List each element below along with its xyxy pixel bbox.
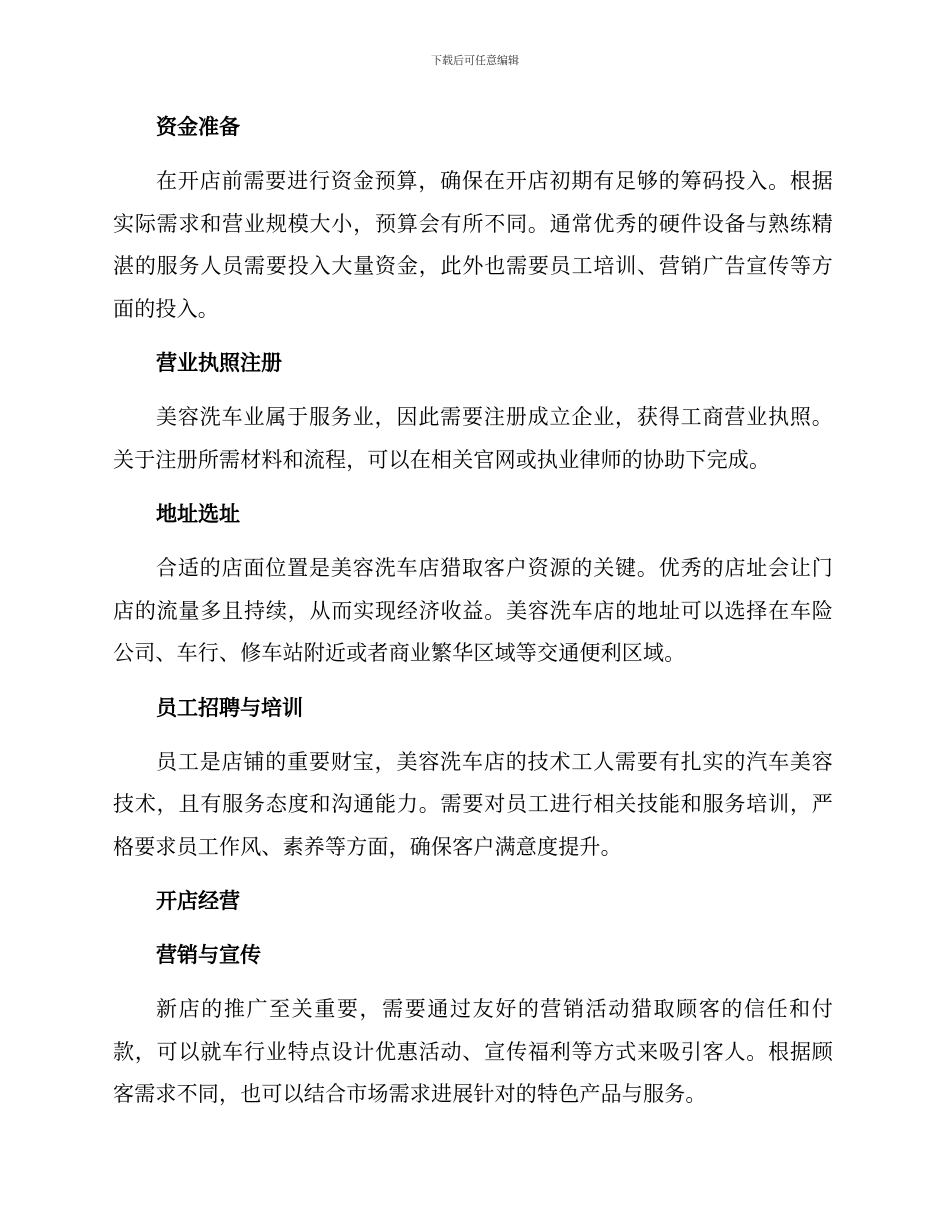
page-header-note: 下载后可任意编辑	[431, 54, 519, 67]
section-heading-funding: 资金准备	[156, 114, 240, 139]
section-heading-staff: 员工招聘与培训	[156, 694, 303, 720]
section-heading-marketing: 营销与宣传	[156, 942, 261, 967]
section-paragraph-funding: 在开店前需要进行资金预算，确保在开店初期有足够的筹码投入。根据实际需求和营业规模大小，预算会有所不同。通常优秀的硬件设备与熟练精湛的服务人员需要投入大量资金，此外也需要员工培训、营销广告宣传等方面的投入。	[113, 169, 833, 321]
section-paragraph-license: 美容洗车业属于服务业，因此需要注册成立企业，获得工商营业执照。关于注册所需材料和流程，可以在相关官网或执业律师的协助下完成。	[113, 405, 833, 472]
document-body	[113, 106, 833, 1128]
section-heading-license: 营业执照注册	[156, 350, 282, 375]
section-paragraph-location: 合适的店面位置是美容洗车店猎取客户资源的关键。优秀的店址会让门店的流量多且持续，从而实现经济收益。美容洗车店的地址可以选择在车险公司、车行、修车站附近或者商业繁华区域等交通便利区域。	[113, 556, 833, 665]
section-heading-operation: 开店经营	[156, 888, 240, 913]
section-paragraph-staff: 员工是店铺的重要财宝，美容洗车店的技术工人需要有扎实的汽车美容技术，且有服务态度和沟通能力。需要对员工进行相关技能和服务培训，严格要求员工作风、素养等方面，确保客户满意度提升。	[113, 749, 833, 859]
section-heading-location: 地址选址	[156, 501, 240, 526]
section-paragraph-marketing: 新店的推广至关重要，需要通过友好的营销活动猎取顾客的信任和付款，可以就车行业特点设计优惠活动、宣传福利等方式来吸引客人。根据顾客需求不同，也可以结合市场需求进展针对的特色产品与服务。	[113, 997, 833, 1106]
